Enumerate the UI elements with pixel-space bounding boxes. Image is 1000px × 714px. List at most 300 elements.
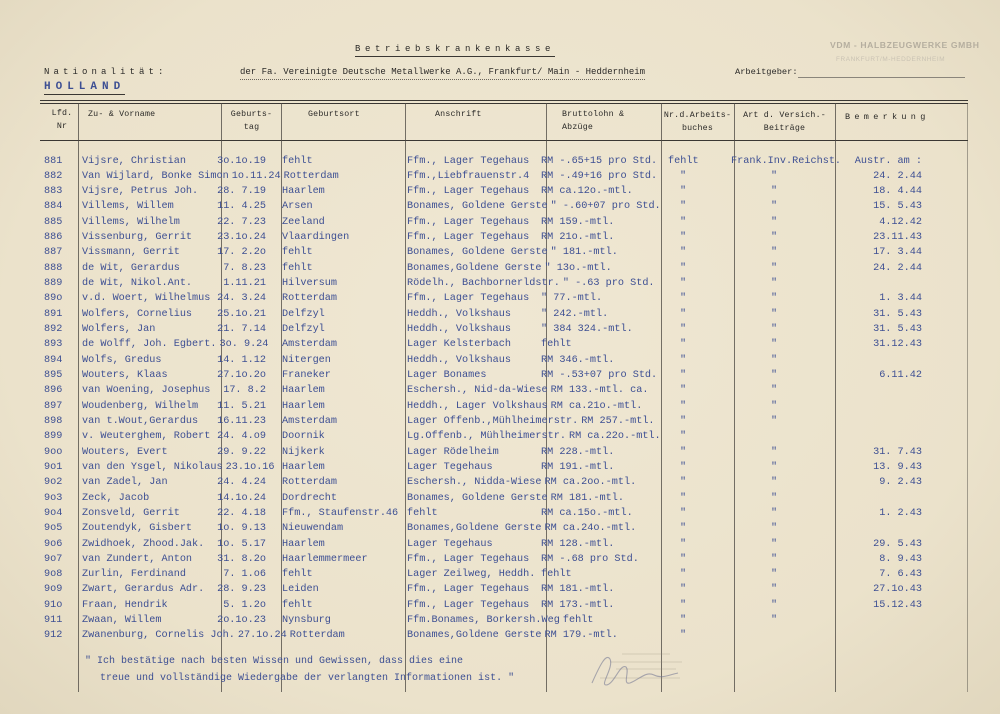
cell-anschrift: Ffm., Lager Tegehaus — [407, 293, 530, 305]
cell-lohn: RM -.49+16 pro Std. — [541, 170, 658, 182]
cell-arbeitsbuch: " — [680, 553, 687, 565]
cell-arbeitsbuch: " — [680, 523, 687, 535]
cell-geburtsort: Nynsburg — [282, 615, 331, 627]
cell-name: Fraan, Hendrik — [82, 599, 168, 611]
cell-lohn: RM 228.-mtl. — [541, 446, 615, 458]
cell-name: Wolfers, Cornelius — [82, 308, 193, 320]
table-row — [0, 170, 1000, 183]
cell-bemerkung: 1. 3.44 — [879, 293, 922, 305]
cell-name: de Wit, Nikol.Ant. — [82, 278, 193, 290]
cell-lohn: " 13o.-mtl. — [544, 262, 612, 274]
cell-anschrift: Heddh., Volkshaus — [407, 324, 511, 336]
cell-arbeitsbuch: " — [680, 477, 687, 489]
cell-geburtstag: 22. 7.23 — [217, 216, 266, 228]
cell-geburtsort: fehlt — [282, 262, 313, 274]
cell-anschrift: Lg.Offenb., Mühlheimerstr. — [407, 431, 566, 443]
cell-arbeitsbuch: " — [680, 369, 687, 381]
table-row — [0, 384, 1000, 397]
cell-nr: 89o — [44, 293, 63, 305]
column-header-geburtstag — [222, 108, 281, 134]
cell-nr: 883 — [44, 186, 63, 198]
cell-versicherung: " — [771, 324, 778, 336]
cell-arbeitsbuch: " — [680, 354, 687, 366]
cell-bemerkung: 29. 5.43 — [873, 538, 922, 550]
cell-bemerkung: 31. 5.43 — [873, 308, 922, 320]
table-header-rule — [40, 140, 968, 141]
table-row — [0, 522, 1000, 535]
cell-anschrift: Ffm., Lager Tegehaus — [407, 216, 530, 228]
cell-anschrift: Rödelh., Bachbornerldstr. — [407, 278, 560, 290]
cell-versicherung: " — [771, 584, 778, 596]
cell-anschrift: fehlt — [407, 507, 438, 519]
cell-lohn: RM 257.-mtl. — [581, 415, 655, 427]
cell-bemerkung: 6.11.42 — [879, 369, 922, 381]
cell-name: Villems, Wilhelm — [82, 216, 180, 228]
cell-bemerkung: 13. 9.43 — [873, 461, 922, 473]
cell-geburtstag: 11. 5.21 — [217, 400, 266, 412]
cell-geburtsort: Franeker — [282, 369, 331, 381]
cell-geburtstag: 24. 4.o9 — [217, 431, 266, 443]
cell-anschrift: Ffm.Bonames, Borkersh.Weg — [407, 615, 560, 627]
cell-geburtstag: 31. 8.2o — [217, 553, 266, 565]
cell-versicherung: " — [771, 446, 778, 458]
cell-versicherung: " — [771, 247, 778, 259]
cell-bemerkung: 31. 5.43 — [873, 324, 922, 336]
table-row — [0, 323, 1000, 336]
cell-nr: 898 — [44, 415, 63, 427]
cell-geburtsort: Doornik — [282, 431, 325, 443]
employer-label: Arbeitgeber: — [735, 67, 798, 77]
table-row — [0, 185, 1000, 198]
cell-arbeitsbuch: " — [680, 431, 687, 443]
cell-geburtstag: 23.1o.24 — [217, 232, 266, 244]
cell-lohn: RM -.68 pro Std. — [541, 553, 639, 565]
cell-geburtstag: 3o.1o.19 — [217, 155, 266, 167]
cell-anschrift: Lager Rödelheim — [407, 446, 499, 458]
cell-name: Vijsre, Petrus Joh. — [82, 186, 199, 198]
cell-geburtstag: 7. 1.o6 — [223, 569, 266, 581]
column-header-lohn-line1: Bruttolohn & — [562, 110, 625, 119]
cell-geburtsort: Haarlem — [282, 186, 325, 198]
cell-geburtstag: 17. 2.2o — [217, 247, 266, 259]
cell-anschrift: Heddh., Volkshaus — [407, 308, 511, 320]
cell-anschrift: Eschersh., Nidda-Wiese — [407, 477, 542, 489]
cell-anschrift: Heddh., Lager Volkshaus — [407, 400, 548, 412]
cell-arbeitsbuch: " — [680, 247, 687, 259]
cell-nr: 891 — [44, 308, 63, 320]
cell-nr: 895 — [44, 369, 63, 381]
cell-geburtsort: fehlt — [282, 599, 313, 611]
cell-geburtstag: 14. 1.12 — [217, 354, 266, 366]
table-top-rule-2 — [40, 103, 968, 104]
cell-lohn: RM 21o.-mtl. — [541, 232, 615, 244]
cell-nr: 9o2 — [44, 477, 63, 489]
cell-nr: 9o7 — [44, 553, 63, 565]
cell-nr: 9oo — [44, 446, 63, 458]
cell-anschrift: Eschersh., Nid-da-Wiese — [407, 385, 548, 397]
cell-arbeitsbuch: " — [680, 446, 687, 458]
cell-geburtstag: 25.1o.21 — [217, 308, 266, 320]
cell-nr: 894 — [44, 354, 63, 366]
cell-anschrift: Ffm., Lager Tegehaus — [407, 155, 530, 167]
cell-bemerkung: 1. 2.43 — [879, 507, 922, 519]
cell-versicherung: " — [771, 262, 778, 274]
column-header-geburtstag-line1: Geburts- — [230, 110, 273, 119]
cell-anschrift: Lager Bonames — [407, 369, 487, 381]
cell-geburtstag: 1o. 9.13 — [217, 523, 266, 535]
table-row — [0, 476, 1000, 489]
cell-arbeitsbuch: " — [680, 170, 687, 182]
table-row — [0, 599, 1000, 612]
company-stamp — [600, 654, 682, 678]
cell-arbeitsbuch: " — [680, 186, 687, 198]
certification-line-2: treue und vollständige Wiedergabe der verlangten Informationen ist. " — [100, 673, 515, 684]
column-header-geburtsort — [308, 108, 360, 121]
cell-anschrift: Bonames, Goldene Gerste — [407, 247, 548, 259]
cell-bemerkung: 9. 2.43 — [879, 477, 922, 489]
table-row — [0, 538, 1000, 551]
cell-name: Van Wijlard, Bonke Simon — [82, 170, 229, 182]
cell-lohn: RM 128.-mtl. — [541, 538, 615, 550]
cell-arbeitsbuch: " — [680, 492, 687, 504]
cell-geburtstag: 2o.1o.23 — [217, 615, 266, 627]
cell-lohn: RM 191.-mtl. — [541, 461, 615, 473]
cell-geburtsort: Vlaardingen — [282, 232, 350, 244]
cell-anschrift: Ffm., Lager Tegehaus — [407, 599, 530, 611]
cell-versicherung: " — [771, 339, 778, 351]
table-row — [0, 492, 1000, 505]
cell-anschrift: Bonames, Goldene Gerste — [407, 492, 548, 504]
cell-geburtstag: 11. 4.25 — [217, 201, 266, 213]
cell-geburtstag: 3o. 9.24 — [219, 339, 269, 351]
cell-versicherung: " — [771, 415, 778, 427]
table-row — [0, 446, 1000, 459]
cell-geburtstag: 22. 4.18 — [217, 507, 266, 519]
cell-versicherung: " — [771, 569, 778, 581]
employer-fill-line — [798, 77, 965, 78]
table-row — [0, 553, 1000, 566]
cell-geburtsort: Nieuwendam — [282, 523, 344, 535]
cell-versicherung: " — [771, 553, 778, 565]
column-header-arbeitsbuch-line1: Nr.d.Arbeits- — [663, 111, 732, 120]
cell-arbeitsbuch: " — [680, 385, 687, 397]
cell-nr: 886 — [44, 232, 63, 244]
cell-geburtstag: 16.11.23 — [217, 415, 266, 427]
cell-geburtsort: fehlt — [282, 569, 313, 581]
cell-arbeitsbuch: " — [680, 538, 687, 550]
table-row — [0, 354, 1000, 367]
cell-geburtsort: Zeeland — [282, 216, 325, 228]
table-row — [0, 629, 1000, 642]
cell-bemerkung: 8. 9.43 — [879, 553, 922, 565]
cell-name: Vijsre, Christian — [82, 155, 186, 167]
cell-name: van t.Wout,Gerardus — [82, 415, 199, 427]
cell-anschrift: Lager Offenb.,Mühlheimerstr. — [407, 415, 579, 427]
cell-geburtstag: 21. 7.14 — [217, 324, 266, 336]
cell-versicherung: " — [771, 507, 778, 519]
cell-geburtsort: Leiden — [282, 584, 319, 596]
cell-lohn: " -.60+07 pro Std. — [550, 201, 661, 213]
cell-versicherung: " — [771, 615, 778, 627]
cell-arbeitsbuch: " — [680, 507, 687, 519]
table-row — [0, 369, 1000, 382]
cell-arbeitsbuch: " — [680, 569, 687, 581]
cell-geburtsort: Rotterdam — [282, 293, 338, 305]
cell-lohn: " 181.-mtl. — [550, 247, 618, 259]
cell-arbeitsbuch: " — [680, 216, 687, 228]
cell-lohn: RM 179.-mtl. — [544, 630, 618, 642]
column-header-nr-line2: Nr — [56, 122, 68, 131]
cell-name: van den Ysgel, Nikolaus — [82, 461, 223, 473]
cell-arbeitsbuch: " — [680, 339, 687, 351]
cell-name: Zwaan, Willem — [82, 615, 162, 627]
cell-lohn: " 384 324.-mtl. — [541, 324, 633, 336]
cell-lohn: RM 346.-mtl. — [541, 354, 615, 366]
cell-lohn: RM 173.-mtl. — [541, 599, 615, 611]
cell-geburtsort: Hilversum — [282, 278, 338, 290]
column-header-name — [88, 108, 155, 121]
cell-geburtsort: Delfzyl — [282, 324, 325, 336]
column-header-anschrift-line1: Anschrift — [435, 110, 482, 119]
cell-versicherung: " — [771, 293, 778, 305]
cell-anschrift: Ffm., Lager Tegehaus — [407, 584, 530, 596]
cell-anschrift: Bonames,Goldene Gerste — [407, 262, 542, 274]
table-row — [0, 583, 1000, 596]
cell-bemerkung: 24. 2.44 — [873, 170, 922, 182]
column-header-geburtstag-line2: tag — [243, 123, 260, 132]
cell-bemerkung: 31. 7.43 — [873, 446, 922, 458]
cell-geburtstag: 23.1o.16 — [225, 461, 275, 473]
cell-name: Zwart, Gerardus Adr. — [82, 584, 205, 596]
cell-geburtstag: 1.11.21 — [223, 278, 266, 290]
cell-arbeitsbuch: " — [680, 615, 687, 627]
cell-nr: 9o5 — [44, 523, 63, 535]
cell-nr: 912 — [44, 630, 63, 642]
table-row — [0, 155, 1000, 168]
cell-anschrift: Ffm.,Liebfrauenstr.4 — [407, 170, 530, 182]
column-header-anschrift — [435, 108, 482, 121]
cell-name: Zwanenburg, Cornelis Joh. — [82, 630, 235, 642]
signature-and-stamp — [570, 645, 695, 695]
cell-name: v.d. Woert, Wilhelmus — [82, 293, 211, 305]
cell-geburtsort: fehlt — [282, 247, 313, 259]
cell-nr: 896 — [44, 385, 63, 397]
cell-name: Wolfers, Jan — [82, 324, 156, 336]
cell-lohn: fehlt — [541, 339, 572, 351]
cell-lohn: " -.63 pro Std. — [562, 278, 655, 290]
cell-bemerkung: 15. 5.43 — [873, 201, 922, 213]
cell-nr: 888 — [44, 262, 63, 274]
cell-name: van Zundert, Anton — [82, 553, 193, 565]
cell-nr: 882 — [44, 170, 63, 182]
cell-name: Zwidhoek, Zhood.Jak. — [82, 538, 205, 550]
cell-versicherung: " — [771, 461, 778, 473]
cell-lohn: RM -.53+07 pro Std. — [541, 369, 658, 381]
cell-name: Wouters, Klaas — [82, 369, 168, 381]
cell-arbeitsbuch: " — [680, 599, 687, 611]
cell-anschrift: Bonames,Goldene Gerste — [407, 630, 542, 642]
cell-lohn: RM 181.-mtl. — [550, 492, 624, 504]
cell-nr: 9o4 — [44, 507, 63, 519]
cell-nr: 897 — [44, 400, 63, 412]
cell-geburtsort: Dordrecht — [282, 492, 338, 504]
cell-versicherung: " — [771, 599, 778, 611]
cell-geburtsort: Amsterdam — [282, 415, 338, 427]
cell-bemerkung: 18. 4.44 — [873, 186, 922, 198]
cell-geburtsort: Amsterdam — [282, 339, 338, 351]
cell-lohn: fehlt — [562, 615, 594, 627]
cell-anschrift: Lager Tegehaus — [407, 538, 493, 550]
table-row — [0, 308, 1000, 321]
cell-bemerkung: 17. 3.44 — [873, 247, 922, 259]
cell-anschrift: Lager Zeilweg, Heddh. — [407, 569, 536, 581]
table-row — [0, 200, 1000, 213]
cell-geburtstag: 7. 8.23 — [223, 262, 266, 274]
cell-geburtsort: Haarlem — [282, 385, 325, 397]
form-title: Betriebskrankenkasse — [355, 43, 555, 57]
cell-versicherung: " — [771, 232, 778, 244]
cell-name: Zonsveld, Gerrit — [82, 507, 180, 519]
table-top-rule — [40, 100, 968, 101]
cell-name: Vissmann, Gerrit — [82, 247, 180, 259]
cell-nr: 9o1 — [44, 461, 63, 473]
cell-arbeitsbuch: " — [680, 584, 687, 596]
cell-nr: 9o3 — [44, 492, 63, 504]
cell-versicherung: " — [771, 201, 778, 213]
column-header-arbeitsbuch — [661, 109, 734, 135]
cell-anschrift: Lager Tegehaus — [407, 461, 493, 473]
cell-versicherung: Frank.Inv.Reichst. — [731, 155, 842, 167]
cell-versicherung: " — [771, 523, 778, 535]
cell-versicherung: " — [771, 308, 778, 320]
cell-bemerkung: 23.11.43 — [873, 232, 922, 244]
cell-nr: 885 — [44, 216, 63, 228]
cell-geburtsort: Arsen — [282, 201, 313, 213]
company-stamp-line-1: VDM - HALBZEUGWERKE GMBH — [830, 40, 980, 50]
cell-nr: 889 — [44, 278, 63, 290]
cell-anschrift: Ffm., Lager Tegehaus — [407, 186, 530, 198]
cell-geburtsort: Rotterdam — [283, 170, 339, 182]
column-header-versicherung-line2: Beiträge — [763, 124, 806, 133]
table-row — [0, 292, 1000, 305]
cell-name: Wolfs, Gredus — [82, 354, 162, 366]
cell-geburtsort: Ffm., Staufenstr.46 — [282, 507, 399, 519]
cell-lohn: RM -.65+15 pro Std. — [541, 155, 658, 167]
cell-versicherung: " — [771, 186, 778, 198]
cell-arbeitsbuch: " — [680, 415, 687, 427]
cell-bemerkung: Austr. am : — [854, 155, 922, 167]
cell-nr: 899 — [44, 431, 63, 443]
cell-lohn: RM ca.21o.-mtl. — [550, 400, 643, 412]
cell-versicherung: " — [771, 278, 778, 290]
cell-versicherung: " — [771, 385, 778, 397]
cell-geburtstag: 24. 3.24 — [217, 293, 266, 305]
column-header-name-line1: Zu- & Vorname — [88, 110, 156, 119]
cell-geburtsort: Delfzyl — [282, 308, 325, 320]
cell-name: van Zadel, Jan — [82, 477, 168, 489]
nationality-value: HOLLAND — [44, 81, 126, 93]
cell-geburtstag: 28. 7.19 — [217, 186, 266, 198]
cell-nr: 887 — [44, 247, 63, 259]
cell-geburtsort: Haarlem — [282, 400, 325, 412]
cell-bemerkung: 4.12.42 — [879, 216, 922, 228]
cell-nr: 881 — [44, 155, 63, 167]
cell-arbeitsbuch: " — [680, 262, 687, 274]
company-stamp-line-2: FRANKFURT/M-HEDDERNHEIM — [836, 56, 946, 63]
cell-geburtstag: 5. 1.2o — [223, 599, 266, 611]
table-row — [0, 568, 1000, 581]
cell-arbeitsbuch: fehlt — [668, 155, 699, 167]
cell-name: de Wolff, Joh. Egbert. — [82, 339, 217, 351]
cell-arbeitsbuch: " — [680, 308, 687, 320]
table-row — [0, 430, 1000, 443]
cell-geburtsort: Nijkerk — [282, 446, 325, 458]
cell-arbeitsbuch: " — [680, 293, 687, 305]
cell-geburtstag: 1o.11.24 — [231, 170, 281, 182]
cell-name: Wouters, Evert — [82, 446, 168, 458]
cell-arbeitsbuch: " — [680, 324, 687, 336]
cell-anschrift: Heddh., Volkshaus — [407, 354, 511, 366]
cell-anschrift: Ffm., Lager Tegehaus — [407, 553, 530, 565]
cell-geburtstag: 14.1o.24 — [217, 492, 266, 504]
cell-anschrift: Ffm., Lager Tegehaus — [407, 232, 530, 244]
cell-versicherung: " — [771, 477, 778, 489]
cell-geburtsort: Rotterdam — [289, 630, 345, 642]
cell-lohn: " 242.-mtl. — [541, 308, 609, 320]
cell-nr: 911 — [44, 615, 63, 627]
cell-anschrift: Lager Kelsterbach — [407, 339, 511, 351]
cell-arbeitsbuch: " — [680, 461, 687, 473]
cell-geburtstag: 29. 9.22 — [217, 446, 266, 458]
cell-name: Zoutendyk, Gisbert — [82, 523, 193, 535]
cell-versicherung: " — [771, 354, 778, 366]
cell-name: Villems, Willem — [82, 201, 174, 213]
cell-nr: 884 — [44, 201, 63, 213]
cell-lohn: RM ca.2oo.-mtl. — [544, 477, 637, 489]
company-line: der Fa. Vereinigte Deutsche Metallwerke A.G., Frankfurt/ Main - Heddernheim — [240, 66, 645, 80]
cell-name: Zurlin, Ferdinand — [82, 569, 186, 581]
table-row — [0, 262, 1000, 275]
cell-name: Woudenberg, Wilhelm — [82, 400, 199, 412]
nationality-label: Nationalität: — [44, 67, 168, 77]
cell-lohn: RM ca.15o.-mtl. — [541, 507, 633, 519]
cell-name: Vissenburg, Gerrit — [82, 232, 193, 244]
cell-name: Zeck, Jacob — [82, 492, 150, 504]
cell-name: v. Weuterghem, Robert — [82, 431, 211, 443]
cell-geburtstag: 27.1o.24 — [237, 630, 287, 642]
cell-lohn: RM 181.-mtl. — [541, 584, 615, 596]
cell-geburtstag: 1o. 5.17 — [217, 538, 266, 550]
column-header-versicherung-line1: Art d. Versich.- — [743, 111, 826, 120]
cell-anschrift: Bonames,Goldene Gerste — [407, 523, 542, 535]
cell-versicherung: " — [771, 216, 778, 228]
cell-geburtstag: 17. 8.2 — [223, 385, 266, 397]
column-header-arbeitsbuch-line2: buches — [681, 124, 714, 133]
cell-name: van Woening, Josephus — [82, 385, 211, 397]
cell-bemerkung: 15.12.43 — [873, 599, 922, 611]
cell-nr: 9o8 — [44, 569, 63, 581]
cell-lohn: fehlt — [541, 569, 572, 581]
table-row — [0, 216, 1000, 229]
cell-versicherung: " — [771, 492, 778, 504]
cell-bemerkung: 7. 6.43 — [879, 569, 922, 581]
cell-geburtsort: Nitergen — [282, 354, 331, 366]
cell-geburtsort: Haarlem — [282, 538, 325, 550]
cell-nr: 91o — [44, 599, 63, 611]
table-row — [0, 338, 1000, 351]
cell-lohn: RM 133.-mtl. ca. — [550, 385, 649, 397]
column-header-lohn-line2: Abzüge — [562, 123, 594, 132]
